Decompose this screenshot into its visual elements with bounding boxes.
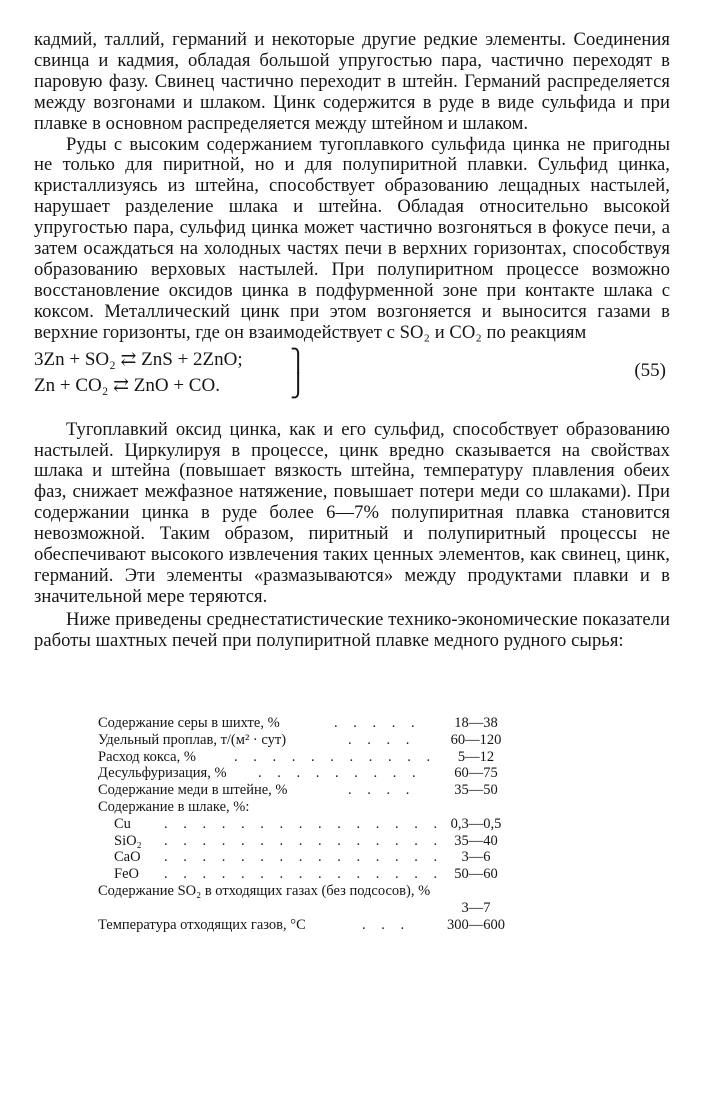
indicator-label: CaO	[114, 849, 141, 866]
leader-dots: . . .	[362, 916, 411, 933]
indicator-value: 60—75	[454, 765, 498, 782]
indicator-label: FeO	[114, 866, 139, 883]
indicator-row	[98, 849, 558, 866]
indicator-value: 3—7	[461, 899, 491, 916]
indicator-label: Содержание SO₂ в отходящих газах (без подсосов), %	[98, 882, 431, 899]
indicator-value: 5—12	[457, 748, 495, 765]
indicator-value: 300—600	[447, 916, 505, 933]
indicator-row	[98, 883, 558, 917]
indicator-value: 18—38	[454, 715, 498, 731]
indicator-value: 60—120	[450, 731, 502, 748]
indicator-label: Cu	[114, 815, 131, 832]
leader-dots: . . . . . . . . . . . . . . .	[164, 815, 444, 832]
leader-dots: . . . . . . . . . . . . . . .	[164, 849, 444, 866]
indicator-row	[98, 782, 558, 799]
paragraph-1: кадмий, таллий, германий и некоторые другие редкие элементы. Соединения свинца и кадмия, обладая большой упругостью пара, частично переходят в паровую фазу. Свинец частично переходит в штейн. Германий распределяется между возгонами и шлаком. Цинк содержится в руде в виде сульфида и при плавке в основном распределяется между штейном и шлаком.	[34, 29, 670, 134]
indicator-value: 50—60	[454, 866, 498, 883]
indicator-label: Содержание меди в штейне, %	[98, 782, 288, 799]
indicator-row	[98, 917, 558, 934]
indicator-label: Удельный проплав, т/(м² · сут)	[98, 731, 287, 748]
equation-line-1: 3Zn + SO₂ ⇄ ZnS + 2ZnO;	[34, 348, 243, 370]
leader-dots: . . . .	[348, 731, 416, 748]
leader-dots: . . . . . . . . . . . . . . .	[164, 866, 444, 883]
indicator-label: Расход кокса, %	[98, 748, 196, 765]
indicator-row	[98, 799, 558, 816]
reaction-equations	[34, 346, 670, 404]
indicator-value: 35—40	[454, 832, 498, 849]
indicator-row	[98, 732, 558, 749]
indicator-value: 3—6	[461, 849, 491, 866]
equation-line-2: Zn + CO₂ ⇄ ZnO + CO.	[34, 374, 220, 396]
indicator-row	[98, 833, 558, 850]
indicator-row	[98, 715, 558, 732]
leader-dots: . . . .	[348, 782, 416, 799]
indicator-row	[98, 816, 558, 833]
page-text	[34, 30, 670, 652]
indicator-label: Десульфуризация, %	[98, 765, 227, 782]
indicator-row	[98, 866, 558, 883]
leader-dots: . . . . . . . . . . . . . . .	[164, 832, 444, 849]
paragraph-4: Ниже приведены среднестатистические технико-экономические показатели работы шахтных печей при полупиритной плавке медного рудного сырья:	[34, 608, 670, 651]
indicator-label: Температура отходящих газов, °C	[98, 916, 306, 933]
paragraph-3: Тугоплавкий оксид цинка, как и его сульфид, способствует образованию настылей. Циркулируя в процессе, цинк вредно сказывается на свойствах шлака и штейна (повышает вязкость штейна, температуру плавления обеих фаз, снижает межфазное натяжение, повышает потери меди со шлаками). При содержании цинка в руде более 6—7% полупиритная плавка становится невозможной. Таким образом, пиритный и полупиритный процессы не обеспечивают высокого извлечения таких ценных элементов, как свинец, цинк, германий. Эти элементы «размазываются» между продуктами плавки и в значительной мере теряются.	[34, 418, 670, 607]
indicator-label: SiO₂	[114, 832, 142, 849]
leader-dots: . . . . .	[334, 715, 421, 731]
leader-dots: . . . . . . . . . . .	[234, 748, 437, 765]
indicators-table	[98, 715, 558, 933]
indicator-value: 0,3—0,5	[450, 815, 502, 832]
equation-number: (55)	[634, 359, 666, 381]
brace-bottom: ⎭	[290, 372, 307, 398]
indicator-value: 35—50	[454, 782, 498, 799]
brace-top: ⎫	[290, 347, 307, 373]
leader-dots: . . . . . . . . .	[258, 765, 422, 782]
indicator-label: Содержание серы в шихте, %	[98, 715, 280, 731]
indicator-row	[98, 765, 558, 782]
paragraph-2: Руды с высоким содержанием тугоплавкого сульфида цинка не пригодны не только для пиритной, но и для полупиритной плавки. Сульфид цинка, кристаллизуясь из штейна, способствует образованию лещадных настылей, нарушает разделение шлака и штейна. Обладая относительно высокой упругостью пара, сульфид цинка может частично возгоняться в фокусе печи, а затем осаждаться на холодных частях печи в верхних горизонтах, способствуя образованию верховых настылей. При полупиритном процессе возможно восстановление оксидов цинка в подфурменной зоне при контакте шлака с коксом. Металлический цинк при этом возгоняется и выносится газами в верхние горизонты, где он взаимодействует с SO₂ и CO₂ по реакциям	[34, 133, 670, 343]
indicator-label: Содержание в шлаке, %:	[98, 798, 250, 815]
indicator-row	[98, 749, 558, 766]
